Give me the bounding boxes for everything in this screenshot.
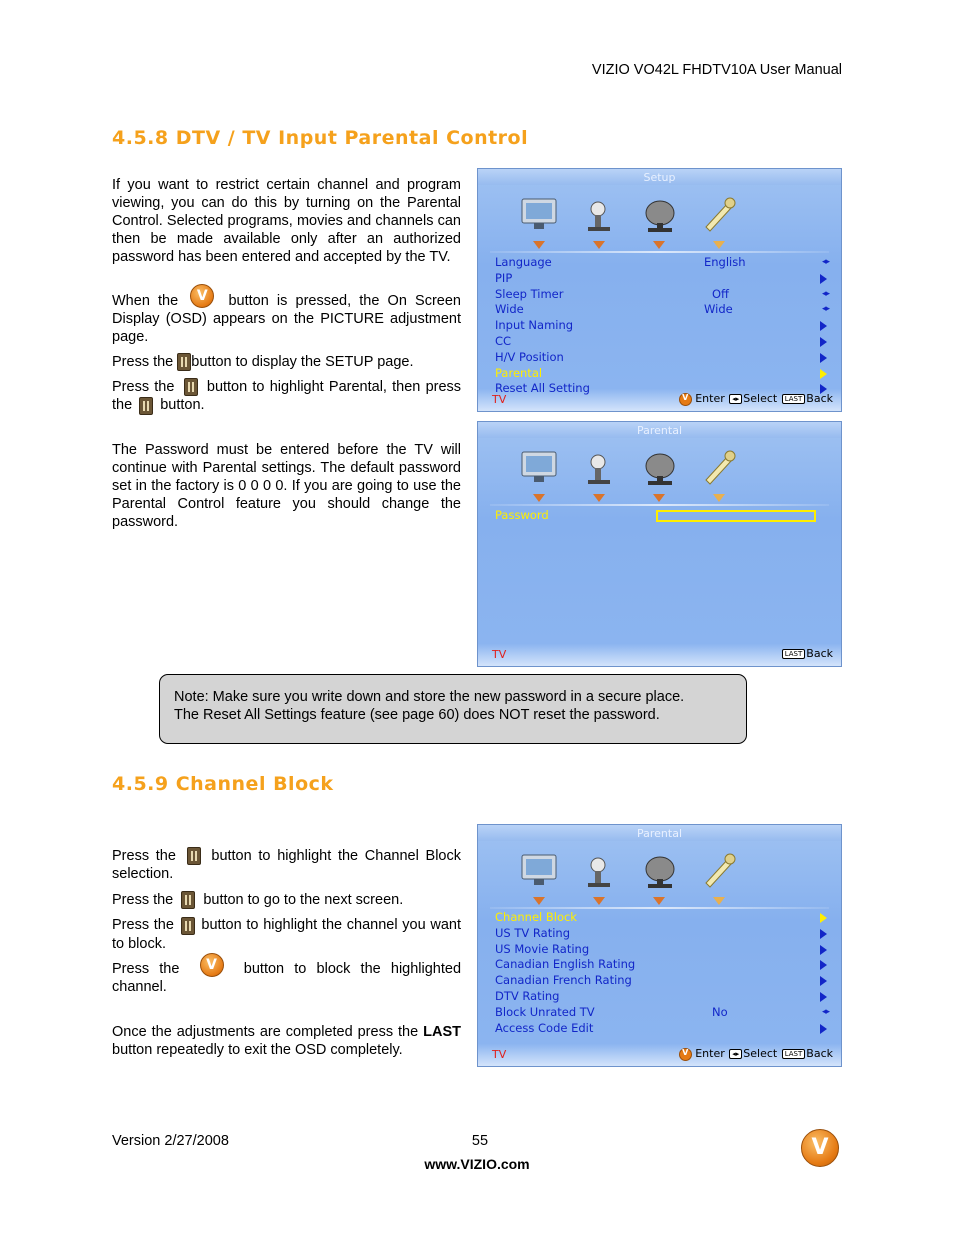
paragraph: When the V button is pressed, the On Screen Display (OSD) appears on the PICTURE adjustment page.: [112, 292, 461, 346]
right-arrow-icon: [820, 992, 827, 1002]
osd-setup-screenshot: [477, 168, 842, 412]
right-arrow-icon: [820, 384, 827, 394]
section-heading-parental: 4.5.8 DTV / TV Input Parental Control: [112, 127, 529, 149]
vizio-logo: [801, 1129, 839, 1167]
right-arrow-icon: [820, 353, 827, 363]
osd-menu-item-label: Sleep Timer: [495, 286, 564, 301]
osd-menu-item[interactable]: [495, 910, 829, 926]
down-arrow-icon: [712, 240, 726, 250]
vizio-v-icon: [200, 953, 224, 977]
tv-icon: [518, 851, 562, 891]
right-arrow-icon: [820, 1024, 827, 1034]
osd-menu-item[interactable]: [495, 942, 829, 958]
right-arrow-icon: [820, 321, 827, 331]
paragraph: Press the V button to block the highlighted channel.: [112, 960, 461, 996]
lr-key-icon: ◂▸: [729, 394, 742, 404]
password-input[interactable]: [656, 510, 816, 522]
last-key-icon: LAST: [782, 1049, 806, 1059]
section2-text: [112, 847, 461, 1059]
note-line: The Reset All Settings feature (see page 60) does NOT reset the password.: [174, 707, 660, 723]
paragraph: Press the button to highlight Parental, then press the button.: [112, 379, 462, 414]
osd-source: TV: [492, 648, 507, 661]
osd-menu-item[interactable]: [495, 973, 829, 989]
left-right-arrow-icon: ◂▸: [821, 288, 829, 299]
left-right-arrow-icon: ◂▸: [821, 257, 829, 267]
osd-menu-item-value: English: [704, 255, 746, 269]
down-arrow-icon: [592, 240, 606, 250]
right-arrow-icon: [820, 945, 827, 955]
down-arrow-icon: [532, 240, 546, 250]
osd-menu-icons: [508, 448, 748, 508]
microscope-icon: [578, 195, 622, 235]
osd-source: TV: [492, 1048, 507, 1061]
note-box: [159, 674, 747, 744]
osd-menu-item[interactable]: [495, 255, 829, 271]
osd-menu-item-label: CC: [495, 334, 512, 348]
osd-menu-item[interactable]: [495, 350, 829, 366]
down-arrow-icon: [532, 896, 546, 906]
osd-menu-item-label: Canadian English Rating: [495, 957, 636, 972]
vizio-v-icon: [190, 284, 214, 308]
right-arrow-icon: [820, 929, 827, 939]
tv-icon: [518, 195, 562, 235]
tools-icon: [698, 195, 742, 235]
osd-menu-item[interactable]: [495, 366, 829, 382]
osd-footer: [478, 1044, 841, 1066]
paragraph: Once the adjustments are completed press the LAST button repeatedly to exit the OSD completely.: [112, 1023, 461, 1058]
osd-source: TV: [492, 393, 507, 406]
osd-menu-item-label: Input Naming: [495, 318, 574, 333]
right-arrow-icon: [820, 369, 827, 379]
osd-row-label: Password: [495, 508, 549, 522]
tools-icon: [698, 448, 742, 488]
last-key-icon: LAST: [782, 394, 806, 404]
section-heading-channel-block: 4.5.9 Channel Block: [112, 773, 334, 795]
osd-hints: V Enter ◂▸ Select LAST Back: [679, 1047, 833, 1061]
osd-menu-icons: [508, 851, 748, 911]
osd-menu-item[interactable]: [495, 1005, 829, 1021]
osd-menu-item[interactable]: [495, 989, 829, 1005]
right-arrow-icon: [820, 337, 827, 347]
osd-hints: V Enter ◂▸ Select LAST Back: [679, 392, 833, 406]
left-right-arrow-icon: ◂▸: [821, 304, 829, 315]
osd-menu-item-label: Parental: [495, 365, 543, 380]
setup-key-icon: [139, 397, 153, 415]
osd-menu-item[interactable]: [495, 271, 829, 287]
osd-menu-item-label: Reset All Setting: [495, 381, 590, 396]
right-arrow-icon: [820, 913, 827, 923]
paragraph: Press the button to display the SETUP page.: [112, 354, 414, 370]
osd-hints: LAST Back: [781, 647, 833, 660]
osd-parental-screenshot: [477, 421, 842, 667]
setup-key-icon: [177, 353, 191, 371]
down-arrow-icon: [592, 896, 606, 906]
satellite-icon: [638, 195, 682, 235]
tools-icon: [698, 851, 742, 891]
website-link[interactable]: www.VIZIO.com: [424, 1156, 530, 1172]
down-arrow-icon: [532, 493, 546, 503]
osd-menu-item-label: Wide: [495, 302, 524, 317]
down-arrow-icon: [652, 493, 666, 503]
osd-menu-item[interactable]: [495, 334, 829, 350]
microscope-icon: [578, 851, 622, 891]
satellite-icon: [638, 448, 682, 488]
right-arrow-icon: [820, 976, 827, 986]
osd-menu-item-label: US TV Rating: [495, 925, 570, 940]
osd-menu-item[interactable]: [495, 926, 829, 942]
tv-icon: [518, 448, 562, 488]
osd-menu-item[interactable]: [495, 381, 829, 397]
lr-key-icon: ◂▸: [729, 1049, 742, 1059]
last-key-icon: LAST: [782, 649, 806, 659]
osd-footer: [478, 644, 841, 666]
osd-menu-item-label: H/V Position: [495, 349, 564, 364]
version-text: Version 2/27/2008: [112, 1133, 229, 1149]
osd-menu-item[interactable]: [495, 287, 829, 303]
microscope-icon: [578, 448, 622, 488]
channel-key-icon: [181, 917, 195, 935]
osd-channel-block-screenshot: [477, 824, 842, 1067]
paragraph: Press the button to highlight the Channel Block selection.: [112, 848, 461, 883]
osd-menu-item-label: Language: [495, 255, 552, 269]
divider: [490, 504, 829, 506]
manual-title: VIZIO VO42L FHDTV10A User Manual: [591, 62, 842, 78]
down-arrow-icon: [652, 240, 666, 250]
down-arrow-icon: [592, 493, 606, 503]
osd-menu-icons: [508, 195, 748, 255]
osd-title: Parental: [636, 827, 682, 840]
left-right-arrow-icon: ◂▸: [821, 1006, 829, 1017]
note-line: Note: Make sure you write down and store the new password in a secure place.: [174, 689, 685, 705]
paragraph: Press the button to highlight the channel you want to block.: [112, 917, 462, 952]
channel-key-icon: [184, 378, 198, 396]
osd-menu-item[interactable]: [495, 957, 829, 973]
osd-menu-item-label: PIP: [495, 270, 513, 285]
osd-menu-item-label: Block Unrated TV: [495, 1004, 595, 1019]
down-arrow-icon: [712, 493, 726, 503]
satellite-icon: [638, 851, 682, 891]
paragraph: If you want to restrict certain channel and program viewing, you can do this by turning on the Parental Control. Selected programs, movies and channels can then be made available only after an authorized password has been entered and accepted by the TV.: [112, 177, 461, 265]
osd-menu-item-label: Canadian French Rating: [495, 973, 632, 988]
section1-text: [112, 176, 461, 531]
divider: [490, 907, 829, 909]
paragraph: Press the button to go to the next screen.: [112, 892, 404, 909]
osd-menu-item-label: US Movie Rating: [495, 941, 590, 956]
divider: [490, 251, 829, 253]
osd-menu-item-label: DTV Rating: [495, 989, 560, 1003]
osd-title: Parental: [636, 424, 682, 437]
osd-menu-item[interactable]: [495, 318, 829, 334]
osd-menu-item[interactable]: [495, 1021, 829, 1037]
osd-menu-item-value: No: [712, 1004, 728, 1019]
osd-menu-item-label: Channel Block: [495, 910, 577, 924]
osd-title: Setup: [643, 171, 676, 184]
vizio-v-icon: [679, 1048, 692, 1061]
right-arrow-icon: [820, 960, 827, 970]
channel-key-icon: [187, 847, 201, 865]
down-arrow-icon: [712, 896, 726, 906]
paragraph: The Password must be entered before the TV will continue with Parental settings. The default password set in the factory is 0 0 0 0. If you are going to use the Parental Control feature you should change the password.: [112, 441, 461, 530]
page-number: 55: [471, 1133, 489, 1149]
setup-key-icon: [181, 891, 195, 909]
osd-menu-item-label: Access Code Edit: [495, 1020, 594, 1035]
osd-menu-item[interactable]: [495, 302, 829, 318]
osd-menu-item-value: Off: [712, 286, 729, 301]
osd-menu-item-value: Wide: [704, 302, 733, 317]
right-arrow-icon: [820, 274, 827, 284]
down-arrow-icon: [652, 896, 666, 906]
